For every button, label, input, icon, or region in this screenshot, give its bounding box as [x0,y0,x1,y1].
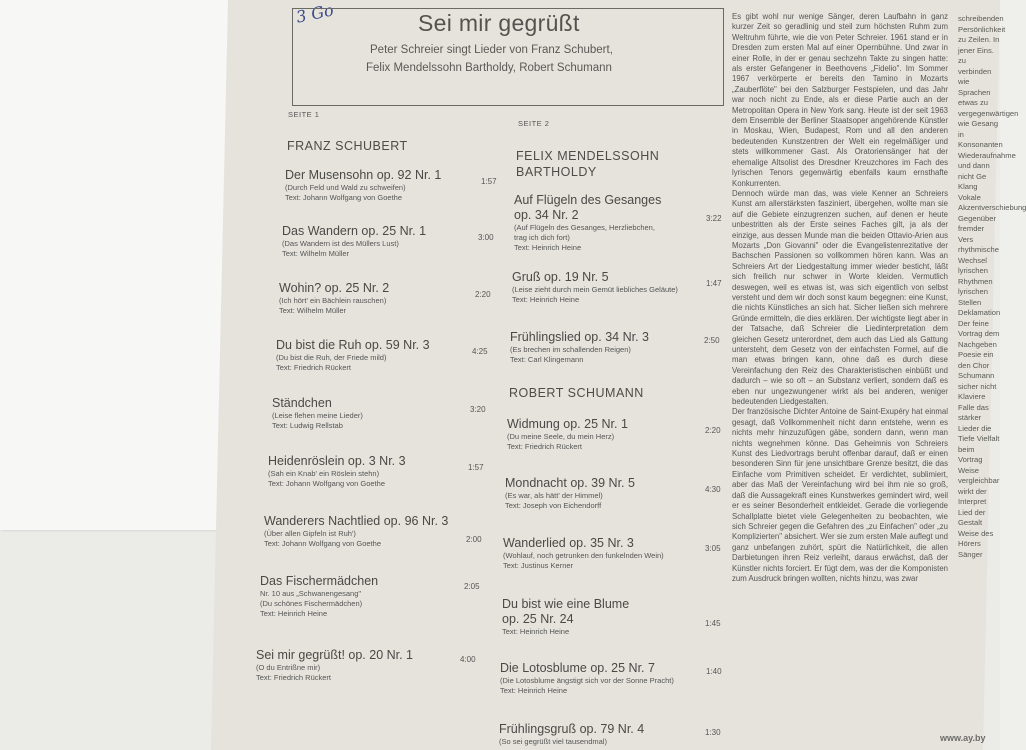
liner-notes-paragraph: Dennoch würde man das, was viele Kenner an Schreiers Kunst am allerstärksten fasziniert, übergehen, wollte man sie auf die Gebiete einzugrenzen suchen, auf denen er heute unbestritten als der Erste seines Faches gilt, ja als der einzige, aus dessen Munde man die beiden Ottavio-Arien aus Mozarts „Don Giovanni" oder die Evangelistenrezitative der Bachschen Passionen so vollkommen hören kann. Was an Schreiers Art der Liedgestaltung immer wieder besticht, läßt sich freilich nur schwer in Worte kleiden. Vermutlich deswegen, weil es etwas ist, was sich eigentlich von selbst versteht und dem wir doch sonst kaum begegnen: eine Kunst, die nichts Künstliches an sich hat. Sicher ließen sich mehrere Gründe ermitteln, die dies erklären. Der wichtigste liegt aber in der Tatsache, daß Schreier die Liedinterpretation dem gleichen Gesetz unterordnet, dem auch das Lied als Gattung untersteht, dem Gesetz von der einfachsten Formel, auf die man etwas bringen kann, ohne daß es durch diese Vereinfachung den Reiz des Charakteristischen einbüßt und dadurch – wie so oft – an Substanz verliert, sondern daß es eben nur ungezwungener wirkt als bei anderen, weniger bedeutenden Liedgestalten. [732,188,948,407]
track-lyricist: Text: Heinrich Heine [260,609,328,618]
track-lyricist: Text: Friedrich Rückert [276,363,352,372]
track-lyricist: Text: Heinrich Heine [500,686,568,695]
track-title: Frühlingsgruß op. 79 Nr. 4 [499,722,645,736]
track-list-item [264,514,482,549]
side-1-composer: FRANZ SCHUBERT [287,139,408,153]
track-first-line: (Die Lotosblume ängstigt sich vor der Sonne Pracht) [500,676,674,685]
track-lyricist: Text: Wilhelm Müller [282,249,350,258]
track-list-item [514,193,724,253]
track-lyricist: Text: Carl Klingemann [510,355,584,364]
track-first-line: (Ich hört' ein Bächlein rauschen) [279,296,387,305]
track-list-item [276,338,486,373]
track-lyricist: Text: Johann Wolfgang von Goethe [268,479,386,488]
handwritten-note: 3 Go [294,0,336,27]
track-first-line: (Auf Flügeln des Gesanges, Herzliebchen, [514,223,655,232]
track-first-line: (Du bist die Ruh, der Friede mild) [276,353,387,362]
track-first-line: trag ich dich fort) [514,233,570,242]
track-title: Wanderlied op. 35 Nr. 3 [503,536,634,550]
track-duration: 2:00 [466,535,482,544]
track-title: Die Lotosblume op. 25 Nr. 7 [500,661,655,675]
track-first-line: (So sei gegrüßt viel tausendmal) [499,737,607,746]
track-duration: 2:50 [704,336,720,345]
track-list-item [260,574,480,619]
track-duration: 1:47 [706,279,722,288]
album-title: Sei mir gegrüßt [418,10,580,36]
track-title: Der Musensohn op. 92 Nr. 1 [285,168,442,182]
track-duration: 1:40 [706,667,722,676]
track-first-line: (Es brechen im schallenden Reigen) [510,345,631,354]
liner-notes-paragraph: Der französische Dichter Antoine de Saint-Exupéry hat einmal gesagt, daß Vollkommenheit nicht dann entstehe, wenn es nichts mehr hinzuzufügen gäbe, sondern dann, wenn man nichts wegnehmen könne. Das Geheimnis von Schreiers Kunst des Liedvortrags beruht offenbar darauf, daß er einen besonderen Sinn für jene unsichtbare Grenze besitzt, die das Einfache vom Primitiven scheidet. Er verdichtet, sublimiert, aber das Maß der Vereinfachung wird bei ihm nie so groß, daß die Aussagekraft eines Kunstwerkes gemindert wird, weil er es seiner Besonderheit entkleidet. Gerade die vorliegende Schallplatte bietet viele Gelegenheiten zu beobachten, wie sich Schreier gegen die Gefahren des „zu Einfachen" oder „zu Komplizierten" absichert. Wer sie zum ersten Male auflegt und ganz unbefangen zuhört, spürt die Natürlichkeit, die allen Darbietungen ihren Reiz verleiht, daraus erwächst, daß der Künstler nichts forciert. Er fügt dem, was der die Komponisten zum Ausdruck bringen wollten, nichts hinzu, was zwar [732,407,948,583]
track-lyricist: Text: Wilhelm Müller [279,306,347,315]
track-duration: 2:20 [475,290,491,299]
watermark: www.ay.by [940,733,986,743]
side-1-label: SEITE 1 [288,110,320,119]
track-title: Frühlingslied op. 34 Nr. 3 [510,330,649,344]
track-first-line: (Du schönes Fischermädchen) [260,599,363,608]
track-duration: 1:57 [481,177,497,186]
track-title: Das Wandern op. 25 Nr. 1 [282,224,427,238]
track-first-line: (Sah ein Knab' ein Röslein stehn) [268,469,380,478]
track-title-continued: op. 34 Nr. 2 [514,208,579,222]
track-lyricist: Text: Johann Wolfgang von Goethe [264,539,382,548]
track-title: Sei mir gegrüßt! op. 20 Nr. 1 [256,648,414,662]
track-list-item [272,396,486,431]
track-lyricist: Text: Ludwig Rellstab [272,421,343,430]
track-duration: 1:45 [705,619,721,628]
liner-notes-column-cropped: schreibenden Persönlichkeit zu Zeilen. In jener Eins. zu verbinden wie Sprachen etwas zu vergegenwärtigen wie Gesang in Konsonanten Wiederaufnahme und dann nicht Ge Klang Vokale Akzentverschiebung Gegenüber fremder Vers rhythmische Wechsel lyrischen Rhythmen lyrischen Stellen Deklamation Der feine Vortrag dem Nachgeben Poesie ein den Chor Schumann sicher nicht Klaviere Falle das stärker Lieder die Tiefe Vielfalt beim Vortrag Weise vergleichbar wirkt der Interpret Lied der Gestalt Weise des Hörers Sänger [958,14,1026,559]
track-title: Du bist die Ruh op. 59 Nr. 3 [276,338,430,352]
track-duration: 3:20 [470,405,486,414]
track-list-item [285,168,495,203]
track-first-line: (Leise zieht durch mein Gemüt liebliches Geläute) [512,285,678,294]
track-list-item [256,648,476,683]
track-title: Du bist wie eine Blume [502,597,630,611]
track-first-line: (Du meine Seele, du mein Herz) [507,432,615,441]
track-list-item [499,722,721,747]
track-list-item [505,476,721,511]
track-duration: 2:20 [705,426,721,435]
composer-name-line: FELIX MENDELSSOHN [516,149,660,163]
side-2-composer-1 [516,148,659,180]
track-duration: 3:00 [478,233,494,242]
track-list-item [502,597,721,637]
track-first-line: (Durch Feld und Wald zu schweifen) [285,183,406,192]
track-duration: 4:25 [472,347,488,356]
side-2-label: SEITE 2 [518,119,550,128]
track-title: Das Fischermädchen [260,574,379,588]
track-duration: 4:30 [705,485,721,494]
track-duration: 3:05 [705,544,721,553]
track-duration: 1:57 [468,463,484,472]
track-lyricist: Text: Joseph von Eichendorff [505,501,602,510]
composer-name-line: BARTHOLDY [516,165,597,179]
track-duration: 1:30 [705,728,721,737]
track-title: Mondnacht op. 39 Nr. 5 [505,476,635,490]
track-first-line: (Leise flehen meine Lieder) [272,411,363,420]
track-list-item [500,661,722,696]
track-title: Auf Flügeln des Gesanges [514,193,662,207]
track-list-item [507,417,721,452]
track-list-item [510,330,720,365]
track-duration: 4:00 [460,655,476,664]
track-title: Heidenröslein op. 3 Nr. 3 [268,454,406,468]
track-list-item [282,224,492,259]
track-first-line: (O du Entrißne mir) [256,663,321,672]
track-lyricist: Text: Friedrich Rückert [256,673,332,682]
track-lyricist: Text: Friedrich Rückert [507,442,583,451]
track-lyricist: Text: Heinrich Heine [512,295,580,304]
track-title: Wohin? op. 25 Nr. 2 [279,281,390,295]
track-first-line: (Wohlauf, noch getrunken den funkelnden Wein) [503,551,664,560]
white-paper-sheet [0,0,238,530]
track-first-line: (Es war, als hätt' der Himmel) [505,491,603,500]
liner-notes [732,12,948,584]
track-list-item [268,454,484,489]
album-subtitle-line-2: Felix Mendelssohn Bartholdy, Robert Schumann [366,62,612,74]
track-title: Gruß op. 19 Nr. 5 [512,270,609,284]
track-title: Wanderers Nachtlied op. 96 Nr. 3 [264,514,449,528]
track-first-line: Nr. 10 aus „Schwanengesang" [260,589,362,598]
track-lyricist: Text: Heinrich Heine [502,627,570,636]
track-duration: 2:05 [464,582,480,591]
track-lyricist: Text: Johann Wolfgang von Goethe [285,193,403,202]
track-list-item [512,270,722,305]
track-title: Ständchen [272,396,332,410]
track-list-item [279,281,489,316]
liner-notes-paragraph: Es gibt wohl nur wenige Sänger, deren Laufbahn in ganz kurzer Zeit so geradlinig und steil zum höchsten Ruhm zum Weltruhm führte, wie die von Peter Schreier. 1961 stand er in Dresden zum ersten Mal auf einer Opernbühne. Und zwar in einer Rolle, in der er genau sechzehn Takte zu singen hatte: als erster Gefangener in Beethovens „Fidelio". Im Sommer 1967 verkörperte er bereits den Tamino in Mozarts „Zauberflöte" bei den Salzburger Festspielen, und das Jahr war noch nicht zu Ende, als er diese Partie auch an der Metropolitan Opera in New York sang. Heute ist der seit 1963 dem Ensemble der Berliner Staatsoper angehörende Künstler in Moskau, Wien, Budapest, Rom und all den anderen bedeutenden Kunstzentren der Welt ein regelmäßiger und stets willkommener Gast. Als Oratoriensänger hat der ehemalige Altsolist des Dresdner Kreuzchores im Fach des lyrischen Tenors gegenwärtig ebenfalls kaum ernsthafte Konkurrenten. [732,12,948,188]
track-lyricist: Text: Heinrich Heine [514,243,582,252]
track-duration: 3:22 [706,214,722,223]
track-lyricist: Text: Justinus Kerner [503,561,574,570]
side-2-composer-2: ROBERT SCHUMANN [509,386,644,400]
track-title-continued: op. 25 Nr. 24 [502,612,574,626]
track-title: Widmung op. 25 Nr. 1 [507,417,628,431]
track-first-line: (Über allen Gipfeln ist Ruh') [264,529,356,538]
album-subtitle-line-1: Peter Schreier singt Lieder von Franz Schubert, [370,44,613,56]
track-first-line: (Das Wandern ist des Müllers Lust) [282,239,399,248]
track-list-item [503,536,721,571]
